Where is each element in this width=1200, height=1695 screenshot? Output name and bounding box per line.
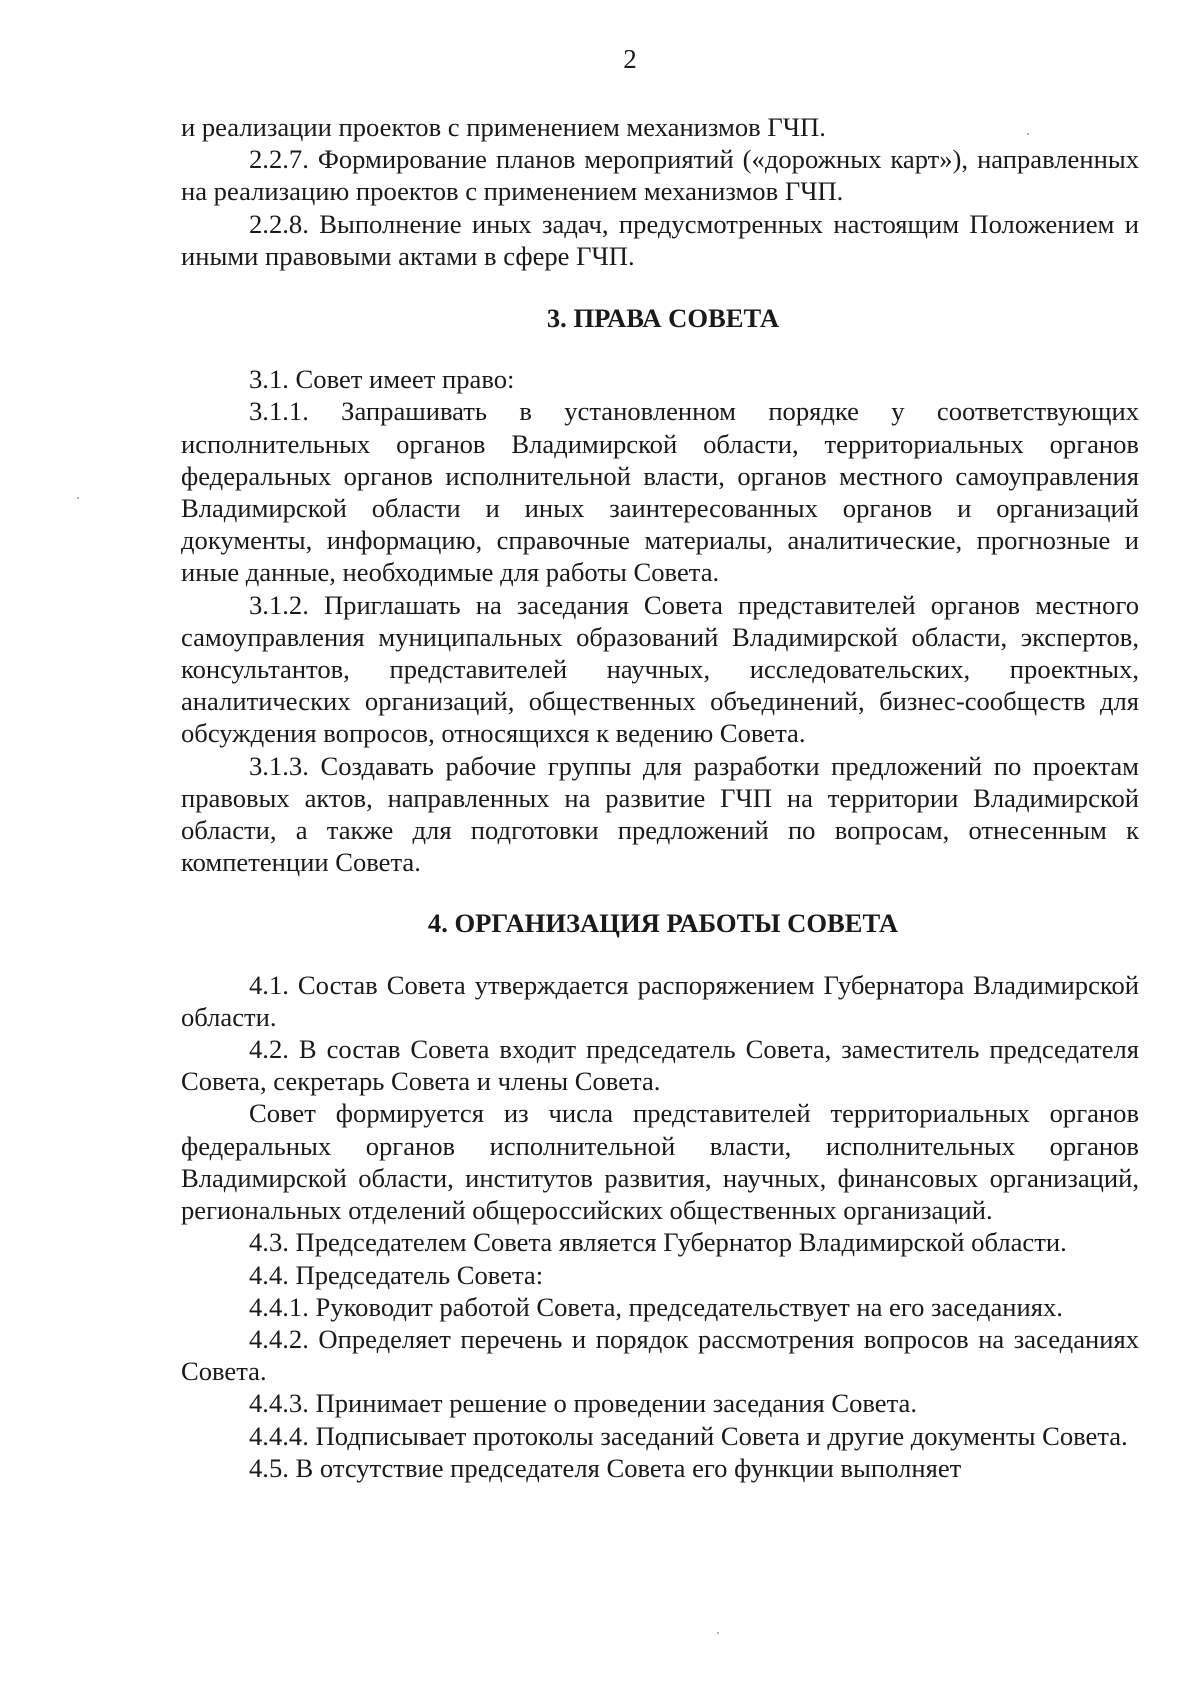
paragraph-4-4-1: 4.4.1. Руководит работой Совета, председательствует на его заседаниях. (249, 1291, 1063, 1322)
scan-speck (1027, 133, 1029, 135)
document-body (181, 111, 1139, 1484)
scan-speck (77, 497, 79, 499)
paragraph-3-1-3: 3.1.3. Создавать рабочие группы для разработки предложений по проектам правовых актов, направленных на развитие ГЧП на территории Владимирской области, а также для подготовки предложений по вопросам, отнесенным к компетенции Совета. (181, 750, 1139, 878)
paragraph-3-1-2: 3.1.2. Приглашать на заседания Совета представителей органов местного самоуправления муниципальных образований Владимирской области, экспертов, консультантов, представителей научных, исследовательских, проектных, аналитических организаций, общественных объединений, бизнес-сообществ для обсуждения вопросов, относящихся к ведению Совета. (181, 589, 1139, 749)
paragraph-4-4-2: 4.4.2. Определяет перечень и порядок рассмотрения вопросов на заседаниях Совета. (181, 1323, 1139, 1387)
paragraph-4-2: 4.2. В состав Совета входит председатель Совета, заместитель председателя Совета, секретарь Совета и члены Совета. (181, 1034, 1139, 1097)
paragraph-4-2-composition: Совет формируется из числа представителей территориальных органов федеральных органов исполнительной власти, исполнительных органов Владимирской области, институтов развития, научных, финансовых организаций, региональных отделений общероссийских общественных организаций. (181, 1098, 1139, 1226)
paragraph-4-1: 4.1. Состав Совета утверждается распоряжением Губернатора Владимирской области. (181, 969, 1139, 1032)
section-4-heading: 4. ОРГАНИЗАЦИЯ РАБОТЫ СОВЕТА (427, 908, 899, 939)
paragraph-4-4-4: 4.4.4. Подписывает протоколы заседаний Совета и другие документы Совета. (249, 1420, 1128, 1451)
paragraph-4-4-3: 4.4.3. Принимает решение о проведении заседания Совета. (249, 1388, 918, 1419)
section-3-heading: 3. ПРАВА СОВЕТА (546, 303, 780, 334)
paragraph-continuation: и реализации проектов с применением механизмов ГЧП. (181, 112, 826, 142)
paragraph-4-5: 4.5. В отсутствие председателя Совета его функции выполняет (249, 1452, 962, 1483)
paragraph-2-2-8: 2.2.8. Выполнение иных задач, предусмотренных настоящим Положением и иными правовыми актами в сфере ГЧП. (181, 208, 1139, 271)
page-number: 2 (623, 44, 637, 74)
paragraph-2-2-7: 2.2.7. Формирование планов мероприятий («дорожных карт»), направленных на реализацию проектов с применением механизмов ГЧП. (181, 144, 1139, 207)
paragraph-3-1: 3.1. Совет имеет право: (249, 364, 515, 395)
scan-speck (717, 1632, 719, 1634)
paragraph-4-4: 4.4. Председатель Совета: (249, 1259, 544, 1290)
paragraph-4-3: 4.3. Председателем Совета является Губернатор Владимирской области. (249, 1227, 1067, 1258)
paragraph-3-1-1: 3.1.1. Запрашивать в установленном порядке у соответствующих исполнительных органов Владимирской области, территориальных органов федеральных органов исполнительной власти, органов местного самоуправления Владимирской области и иных заинтересованных органов и организаций документы, информацию, справочные материалы, аналитические, прогнозные и иные данные, необходимые для работы Совета. (181, 396, 1139, 588)
